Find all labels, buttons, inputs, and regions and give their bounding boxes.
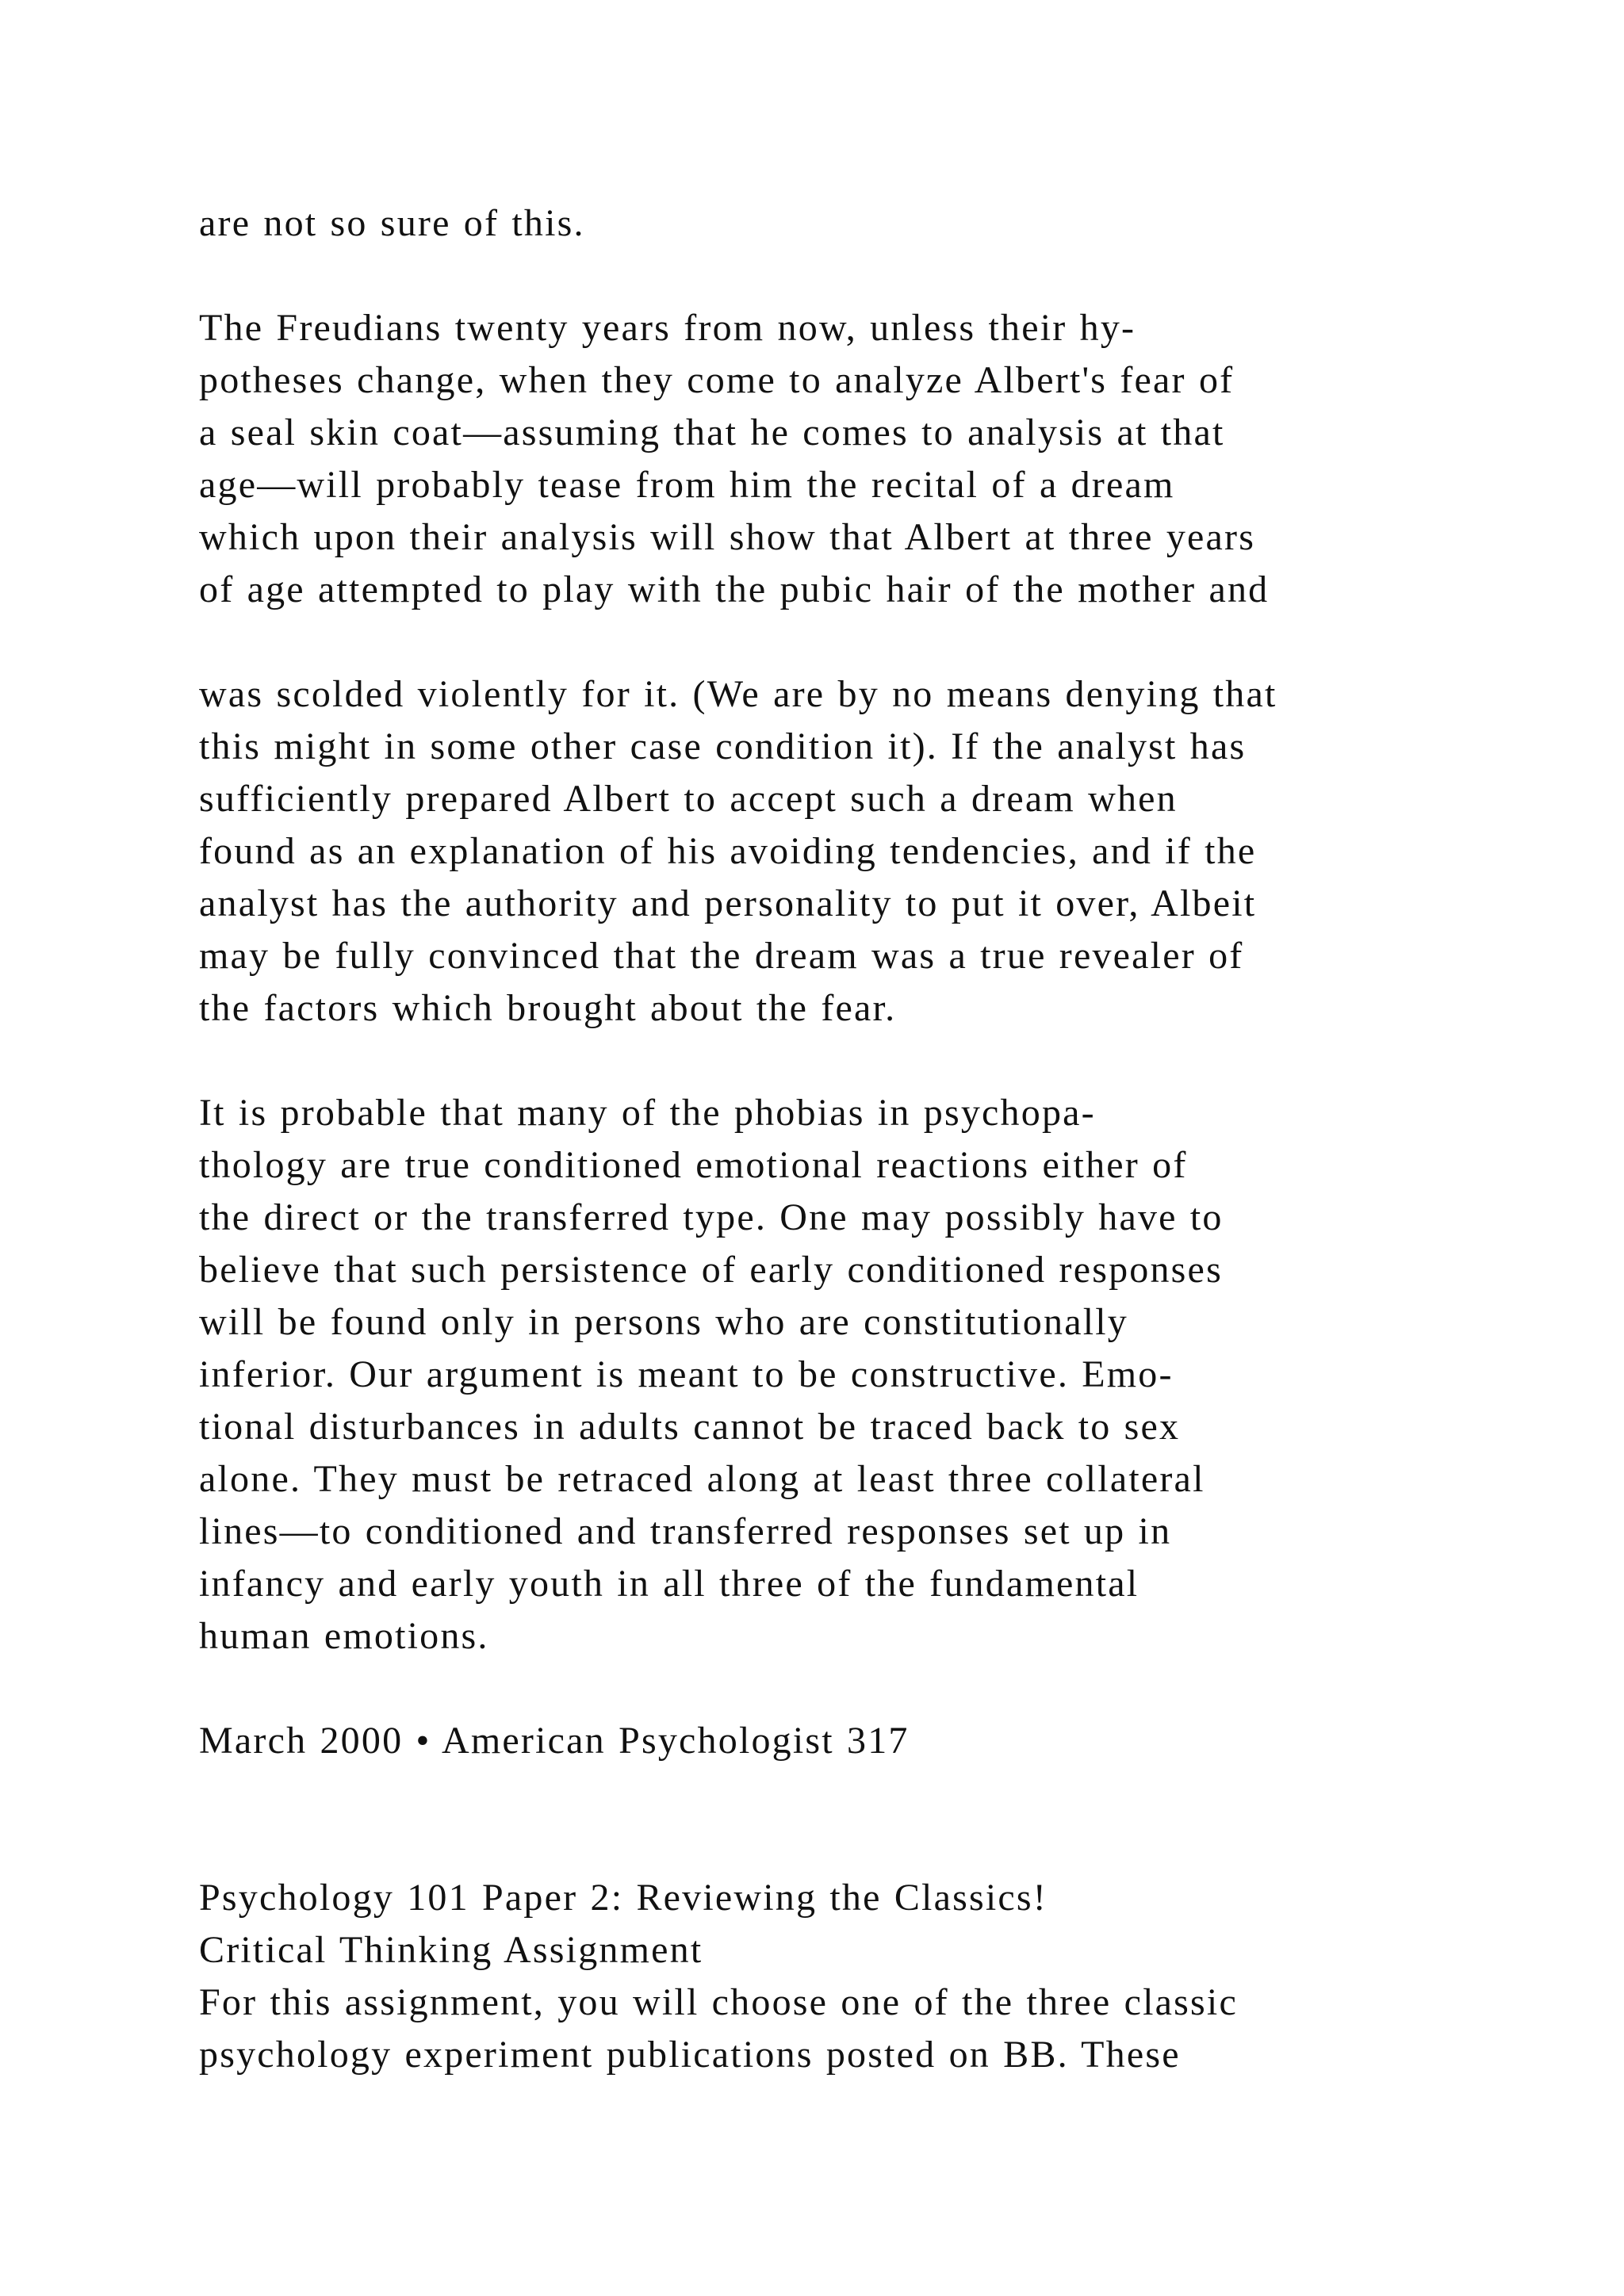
text-line: believe that such persistence of early conditioned responses (199, 1249, 1223, 1291)
text-line: may be fully convinced that the dream was a true revealer of (199, 935, 1244, 977)
text-line: will be found only in persons who are constitutionally (199, 1301, 1128, 1343)
text-line: of age attempted to play with the pubic hair of the mother and (199, 568, 1270, 610)
text-line: It is probable that many of the phobias in psychopa- (199, 1092, 1096, 1134)
text-line: was scolded violently for it. (We are by no means denying that (199, 673, 1277, 715)
assignment-subtitle: Critical Thinking Assignment (199, 1929, 703, 1971)
assignment-title: Psychology 101 Paper 2: Reviewing the Classics! (199, 1877, 1048, 1919)
text-line: inferior. Our argument is meant to be constructive. Emo- (199, 1353, 1174, 1395)
text-line: psychology experiment publications posted on BB. These (199, 2034, 1181, 2076)
text-line: a seal skin coat—assuming that he comes to analysis at that (199, 411, 1225, 453)
text-line: found as an explanation of his avoiding tendencies, and if the (199, 830, 1257, 872)
text-line: alone. They must be retraced along at least three collateral (199, 1458, 1205, 1500)
text-line: are not so sure of this. (199, 202, 585, 244)
text-line: infancy and early youth in all three of the fundamental (199, 1563, 1139, 1605)
text-line: sufficiently prepared Albert to accept such a dream when (199, 778, 1178, 820)
text-line: lines—to conditioned and transferred responses set up in (199, 1510, 1172, 1552)
text-line: age—will probably tease from him the recital of a dream (199, 464, 1175, 506)
text-line: potheses change, when they come to analyze Albert's fear of (199, 359, 1235, 401)
text-line: this might in some other case condition it). If the analyst has (199, 725, 1247, 767)
text-line: The Freudians twenty years from now, unless their hy- (199, 307, 1136, 349)
text-line: For this assignment, you will choose one of the three classic (199, 1981, 1238, 2023)
text-line: human emotions. (199, 1615, 489, 1657)
text-line: which upon their analysis will show that Albert at three years (199, 516, 1256, 558)
text-line: the direct or the transferred type. One may possibly have to (199, 1196, 1224, 1238)
text-line: tional disturbances in adults cannot be traced back to sex (199, 1406, 1181, 1448)
text-line: thology are true conditioned emotional reactions either of (199, 1144, 1188, 1186)
page-footer: March 2000 • American Psychologist 317 (199, 1720, 910, 1762)
text-line: analyst has the authority and personality to put it over, Albeit (199, 882, 1257, 924)
text-line: the factors which brought about the fear. (199, 987, 897, 1029)
